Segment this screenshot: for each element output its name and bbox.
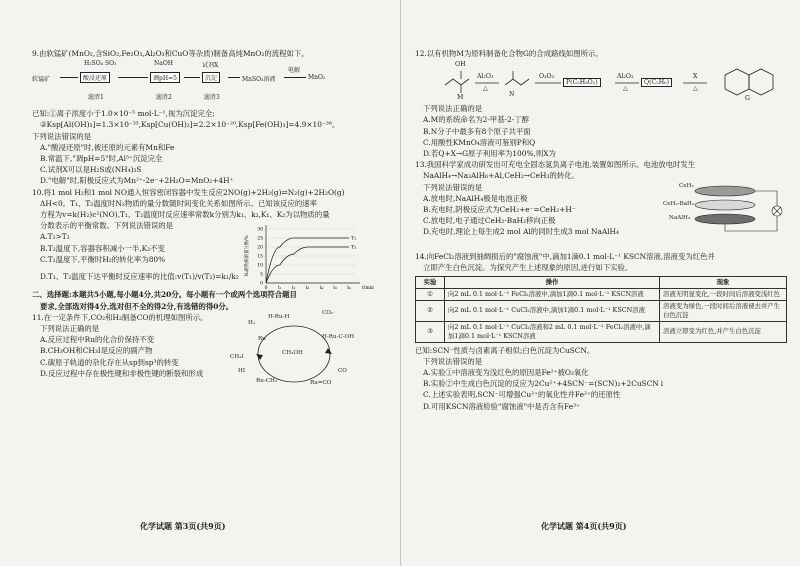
x-tick-label: t₆ [347, 286, 351, 292]
y-tick-label: 5 [260, 272, 263, 278]
q9-option-b: B.常温下,"调pH=5"时,Al³⁺沉淀完全 [40, 154, 163, 164]
q11-stem: 11.在一定条件下,CO₂和H₂制备CO的机理如图所示。 [32, 312, 208, 322]
table-cell: 溶液立即变为红色,并产生白色沉淀 [660, 321, 787, 342]
syn-label-al2o3-2: Al₂O₃ [617, 73, 634, 81]
table-cell: 溶液无明显变化,一段时间后溶液变浅红色 [660, 288, 787, 300]
table-cell: 向2 mL 0.1 mol·L⁻¹ FeCl₂溶液中,滴加1滴0.1 mol·L⁻¹ KSCN溶液 [445, 288, 660, 300]
flow-residue1: 滤渣1 [88, 94, 104, 102]
syn-label-delta-3: △ [693, 85, 698, 93]
syn-label-x: X [693, 73, 698, 81]
q10-option-d: D.T₁、T₂温度下达平衡时反应速率的比值:v(T₁)/v(T₂)=k₁/k₂ [40, 272, 239, 282]
flow-residue2: 滤渣2 [156, 94, 172, 102]
q9-flow-diagram [32, 60, 390, 106]
flow-arrow [184, 77, 200, 78]
battery-label-naalh4: NaAlH₄ [669, 215, 691, 222]
syn-label-oh: OH [455, 61, 466, 69]
x-tick-label: t₁ [278, 286, 282, 292]
page-footer-left: 化学试题 第3页(共9页) [140, 521, 226, 531]
syn-label-g: G [745, 95, 750, 103]
flow-product2: MnO₂ [308, 74, 326, 82]
mech-label-h2: H₂ [248, 319, 256, 326]
q12-stem: 12.以有机物M为原料制备化合物G的合成路线如图所示。 [415, 49, 603, 58]
y-tick-label: 30 [257, 227, 263, 233]
q12-synthesis-route [415, 59, 788, 103]
mech-label-ch3i: CH₃I [230, 353, 244, 360]
y-tick-label: 25 [257, 236, 263, 242]
mech-label-co2: CO₂ [322, 309, 334, 316]
syn-label-n: N [509, 91, 515, 99]
battery-label-ceh2: CeH₂ [679, 183, 694, 190]
q14-option-d: D.可用KSCN溶液检验"腐蚀液"中是否含有Fe³⁺ [423, 401, 580, 411]
q10-chart [242, 221, 372, 297]
table-cell: ③ [416, 321, 445, 342]
y-tick-label: 15 [257, 254, 263, 260]
y-tick-label: 20 [257, 245, 263, 251]
flow-reagent2: NaOH [154, 60, 173, 68]
mech-label-hruh: H-Ru-H [268, 313, 290, 320]
series-line-1 [266, 238, 349, 283]
q13-block [415, 159, 788, 251]
flow-arrow [60, 77, 78, 78]
q11-prompt: 下列说法正确的是 [40, 324, 100, 334]
q13-option-d: D.充电时,理论上每生成2 mol Al的同时生成3 mol NaAlH₄ [423, 227, 619, 237]
syn-label-q: Q(C₅H₆) [641, 78, 672, 87]
mech-label-hrucoh: H-Ru-C-OH [322, 333, 355, 340]
q13-line2: NaAlH₄→Na₃AlH₆+Al,CeH₂→CeH₃的转化。 [423, 171, 579, 181]
table-cell: ① [416, 288, 445, 300]
table-row [416, 321, 787, 342]
table-header: 实验 [416, 276, 445, 288]
syn-label-o3: O₃O₃ [539, 73, 555, 81]
battery-label-ceh2-bah2: CeH₂-BaH₂ [663, 201, 695, 208]
q13-option-a: A.放电时,NaAlH₄极是电池正极 [423, 193, 528, 203]
q9-option-a: A."酸浸还原"时,被还原的元素有Mn和Fe [40, 142, 175, 152]
flow-reagent1: H₂SO₄ SO₂ [84, 60, 117, 68]
q10-option-a: A.T₁>T₂ [40, 232, 70, 242]
table-cell: 向2 mL 0.1 mol·L⁻¹ CuCl₂溶液中,滴加1滴0.1 mol·L⁻¹ KSCN溶液 [445, 300, 660, 321]
q10-option-b: B.T₂温度下,容器容积减小一半,K₂不变 [40, 243, 165, 253]
syn-label-m: M [457, 94, 464, 102]
q11-mechanism-diagram [228, 308, 378, 394]
q14-line2: 立即产生白色沉淀。为探究产生上述现象的原因,进行如下实验。 [423, 263, 633, 273]
q13-option-c: C.放电时,电子通过CeH₂-BaH₂移向正极 [423, 216, 556, 226]
q9-stem: 9.由软锰矿(MnO₂,含SiO₂,Fe₂O₃,Al₂O₃和CuO等杂质)制备高纯MnO₂的流程如下。 [32, 49, 309, 58]
flow-arrow [284, 77, 306, 78]
x-tick-label: 0 [264, 286, 268, 292]
table-cell: 溶液变为绿色,一段时间后溶液褪去并产生白色沉淀 [660, 300, 787, 321]
syn-label-delta-2: △ [623, 85, 628, 93]
q10-line1: 10.将1 mol H₂和1 mol NO通入恒容密闭容器中发生反应2NO(g)+2H₂(g)⇌N₂(g)+2H₂O(g) [32, 187, 345, 197]
section2-line1: 二、选择题:本题共5小题,每小题4分,共20分。每小题有一个或两个选项符合题目 [32, 290, 297, 300]
q13-prompt: 下列说法错误的是 [423, 182, 483, 192]
table-cell: ② [416, 300, 445, 321]
flow-step3: 沉淀 [202, 72, 220, 83]
q13-line1: 13.我国科学家成功研发出可充电全固态氢负离子电池,装置如图所示。电池放电时发生 [415, 160, 696, 170]
q9-known2: ②Ksp[Al(OH)₃]=1.3×10⁻³³,Ksp[Cu(OH)₂]=2.2×10⁻²⁰,Ksp[Fe(OH)₃]=4.9×10⁻³⁸。 [40, 120, 340, 130]
q13-option-b: B.充电时,阴极反应式为CeH₂+e⁻=CeH₂+H⁻ [423, 205, 576, 215]
battery-layers [677, 181, 787, 237]
q9-option-c: C.试剂X可以是H₂S或(NH₄)₂S [40, 165, 142, 175]
syn-label-delta-1: △ [483, 85, 488, 93]
q11-option-a: A.反应过程中Ru的化合价保持不变 [40, 335, 155, 345]
q10-options-area [32, 227, 390, 292]
q9-prompt: 下列说法错误的是 [32, 131, 92, 141]
q9-known1: 已知:①离子浓度小于1.0×10⁻⁵ mol·L⁻¹,视为沉淀完全; [32, 109, 215, 119]
q9-option-d: D."电解"时,阳极反应式为Mn²⁺-2e⁻+2H₂O=MnO₂+4H⁺ [40, 176, 234, 186]
y-tick-label: 10 [257, 263, 263, 269]
x-tick-label: t₅ [333, 286, 338, 292]
q10-line3: 方程为v=k(H₂)c²(NO),T₁、T₂温度时反应速率常数k分别为k₁、k₂,K₁、K₂为以物质的量 [40, 210, 330, 220]
flow-start: 软锰矿 [32, 76, 51, 84]
flow-step1: 酸浸还原 [80, 72, 110, 83]
page-footer-right: 化学试题 第4页(共9页) [541, 521, 627, 531]
syn-label-al2o3-1: Al₂O₃ [477, 73, 494, 81]
x-tick-label: t₄ [319, 286, 324, 292]
mech-label-co: CO [338, 367, 347, 374]
table-row [416, 288, 787, 300]
q11-option-d: D.反应过程中存在极性键和非极性键的断裂和形成 [40, 368, 204, 378]
mech-label-ruch3: Ru-CH₃ [256, 377, 278, 384]
q13-battery-diagram [663, 181, 787, 237]
flow-residue3: 滤渣3 [204, 94, 220, 102]
q14-known: 已知:SCN⁻性质与卤素离子相似;白色沉淀为CuSCN。 [415, 345, 595, 355]
table-header-row [416, 276, 787, 288]
table-row [416, 300, 787, 321]
table-cell: 向2 mL 0.1 mol·L⁻¹ CuCl₂溶液和2 mL 0.1 mol·L⁻¹ FeCl₂溶液中,滴加1滴0.1 mol·L⁻¹ KSCN溶液 [445, 321, 660, 342]
table-header: 现象 [660, 276, 787, 288]
right-page [400, 0, 800, 566]
q14-option-b: B.实验②中生成白色沉淀的反应为2Cu²⁺+4SCN⁻=(SCN)₂+2CuSCN↓ [423, 379, 666, 389]
x-tick-label: t₃ [305, 286, 310, 292]
flow-reagent3: 试剂X [202, 62, 219, 70]
mech-label-ch3oh: CH₃OH [282, 349, 303, 356]
flow-arrow [228, 77, 240, 78]
q12-option-c: C.用酸性KMnO₄溶液可鉴别P和Q [423, 137, 536, 147]
table-header: 操作 [445, 276, 660, 288]
q10-line2: ΔH<0。T₁、T₂温度时N₂物质的量分数随时间变化关系如图所示。已知该反应的速率 [40, 198, 318, 208]
y-axis-label: N₂的物质的量分数/% [245, 235, 250, 277]
flow-electrolysis: 电解 [288, 67, 301, 75]
flow-arrow [118, 77, 148, 78]
y-tick-label: 0 [260, 281, 263, 287]
q10-option-c: C.T₁温度下,平衡时H₂的转化率为80% [40, 254, 166, 264]
series-label-2: T₂ [351, 244, 357, 251]
flow-product1: MnSO₄溶液 [242, 76, 276, 84]
x-tick-label: t₂ [291, 286, 296, 292]
q12-option-d: D.若Q+X→G原子利用率为100%,则X为 [423, 149, 556, 159]
series-label-1: T₁ [351, 235, 357, 242]
q11-option-b: B.CH₃OH和CH₃I是反应的副产物 [40, 346, 153, 356]
q12-molecules [415, 59, 787, 103]
q12-prompt: 下列说法正确的是 [423, 104, 483, 114]
flow-step2: 调pH=5 [150, 72, 180, 83]
mech-label-ru: Ru [258, 335, 266, 342]
q14-option-c: C.上述实验表明,SCN⁻可增强Cu²⁺的氧化性并Fe²⁺的还原性 [423, 390, 621, 400]
syn-label-p: P(C₅H₈O₂) [563, 78, 601, 87]
q14-experiment-table [415, 276, 787, 343]
mech-label-ruco: Ru=CO [310, 379, 332, 386]
q10-line4: 分数表示的平衡常数。下列说法错误的是 [40, 221, 174, 231]
section2-line2: 要求,全部选对得4分,选对但不全的得2分,有选错的得0分。 [40, 301, 234, 311]
x-axis-label: t/min [362, 286, 374, 292]
q14-option-a: A.实验①中溶液变为浅红色的原因是Fe²⁺被O₂氧化 [423, 368, 589, 378]
q14-prompt: 下列说法错误的是 [423, 356, 483, 366]
q14-line1: 14.向FeCl₂溶液到抽绸损后的"腐蚀液"中,滴加1滴0.1 mol·L⁻¹ KSCN溶液,溶液变为红色并 [415, 252, 715, 262]
q12-option-a: A.M的系统命名为2-甲基-2-丁醇 [423, 115, 530, 125]
q11-option-c: C.碳原子轨道的杂化存在从sp到sp³的转变 [40, 357, 179, 367]
mech-label-hi: HI [238, 367, 246, 374]
q12-option-b: B.N分子中最多有8个原子共平面 [423, 126, 531, 136]
q11-block [32, 309, 390, 402]
